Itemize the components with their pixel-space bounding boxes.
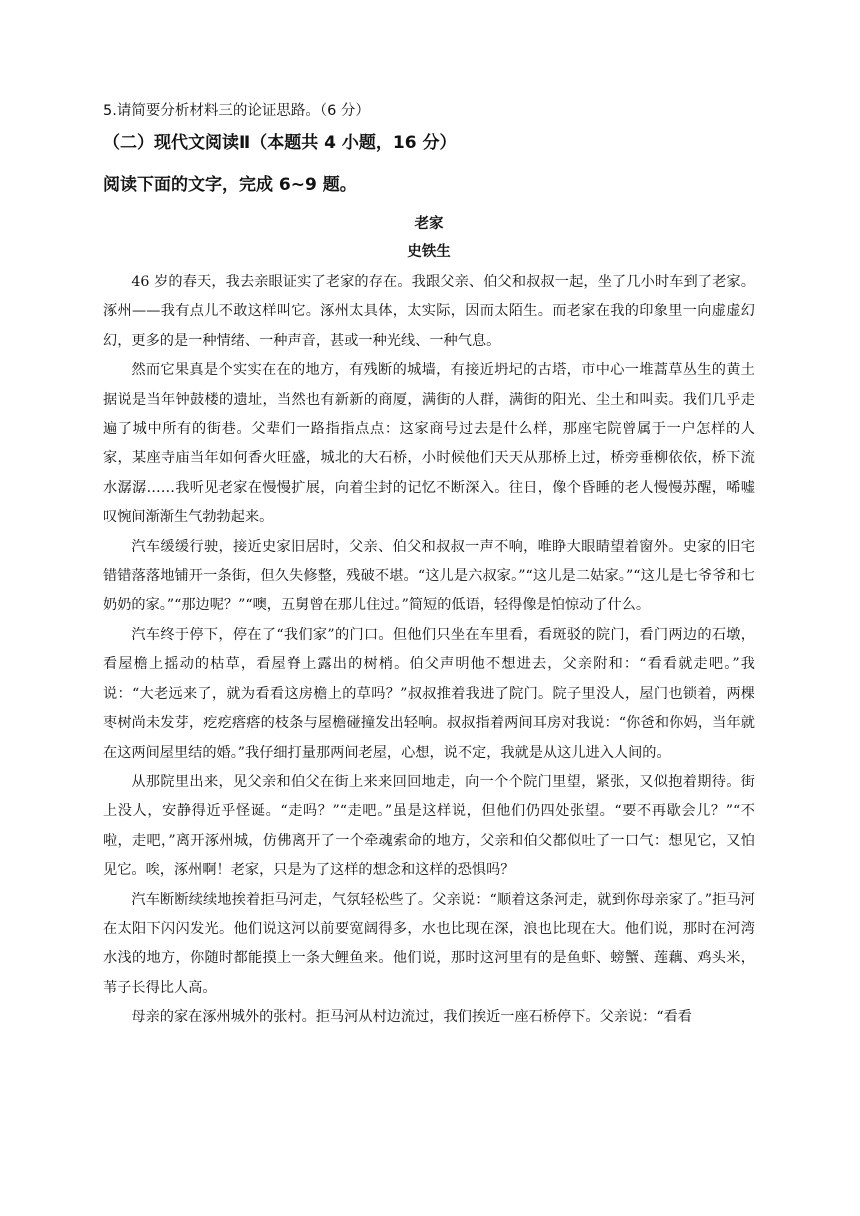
section-heading: （二）现代文阅读Ⅱ（本题共 4 小题，16 分） — [103, 133, 457, 153]
article-paragraph: 母亲的家在涿州城外的张村。拒马河从村边流过，我们挨近一座石桥停下。父亲说：“看看 — [131, 1009, 692, 1026]
article-paragraph: 然而它果真是个实实在在的地方，有残断的城墙，有接近坍圮的古塔，市中心一堆蒿草丛生的黄土据说是当年钟鼓楼的遗址，当然也有新新的商厦，满街的人群，满街的阳光、尘土和叫卖。我们几乎走遍了城中所有的街巷。父辈们一路指指点点：这家商号过去是什么样，那座宅院曾属于一户怎样的人家，某座寺庙当年如何香火旺盛，城北的大石桥，小时候他们天天从那桥上过，桥旁垂柳依依，桥下流水潺潺……我听见老家在慢慢扩展，向着尘封的记忆不断深入。往日，像个昏睡的老人慢慢苏醒，唏嘘叹惋间渐渐生气勃勃起来。 — [103, 362, 755, 526]
question-5: 5.请简要分析材料三的论证思路。（6 分） — [103, 103, 370, 119]
article-paragraph: 汽车终于停下，停在了“我们家”的门口。但他们只坐在车里看，看斑驳的院门，看门两边的石墩，看屋檐上摇动的枯草，看屋脊上露出的树梢。伯父声明他不想进去，父亲附和：“看看就走吧。”我说：“大老远来了，就为看看这房檐上的草吗？”叔叔推着我进了院门。院子里没人，屋门也锁着，两棵枣树尚未发芽，疙疙瘩瘩的枝条与屋檐碰撞发出轻响。叔叔指着两间耳房对我说：“你爸和你妈，当年就在这两间屋里结的婚。”我仔细打量那两间老屋，心想，说不定，我就是从这儿进入人间的。 — [103, 626, 755, 761]
article-author: 史铁生 — [407, 243, 451, 260]
article-paragraph: 汽车缓缓行驶，接近史家旧居时，父亲、伯父和叔叔一声不响，唯睁大眼睛望着窗外。史家的旧宅错错落落地铺开一条街，但久失修整，残破不堪。“这儿是六叔家。”“这儿是二姑家。”“这儿是七爷爷和七奶奶的家。”“那边呢？”“噢，五舅曾在那儿住过。”简短的低语，轻得像是怕惊动了什么。 — [103, 538, 755, 614]
article-paragraph: 46 岁的春天，我去亲眼证实了老家的存在。我跟父亲、伯父和叔叔一起，坐了几小时车到了老家。涿州——我有点儿不敢这样叫它。涿州太具体，太实际，因而太陌生。而老家在我的印象里一向虚虚幻幻，更多的是一种情绪、一种声音，甚或一种光线、一种气息。 — [103, 274, 755, 349]
article-paragraph: 汽车断断续续地挨着拒马河走，气氛轻松些了。父亲说：“顺着这条河走，就到你母亲家了。”拒马河在太阳下闪闪发光。他们说这河以前要宽阔得多，水也比现在深，浪也比现在大。他们说，那时在河湾水浅的地方，你随时都能摸上一条大鲤鱼来。他们说，那时这河里有的是鱼虾、螃蟹、莲藕、鸡头米，苇子长得比人高。 — [103, 891, 755, 996]
reading-instruction: 阅读下面的文字，完成 6~9 题。 — [103, 175, 357, 195]
article-paragraph: 从那院里出来，见父亲和伯父在街上来来回回地走，向一个个院门里望，紧张，又似抱着期待。街上没人，安静得近乎怪诞。“走吗？”“走吧。”虽是这样说，但他们仍四处张望。“要不再歇会儿？”“不啦，走吧，”离开涿州城，仿佛离开了一个牵魂索命的地方，父亲和伯父都似吐了一口气：想见它，又怕见它。唉，涿州啊！老家，只是为了这样的想念和这样的恐惧吗？ — [103, 773, 755, 879]
exam-page — [103, 100, 755, 1033]
article-title: 老家 — [414, 215, 444, 232]
